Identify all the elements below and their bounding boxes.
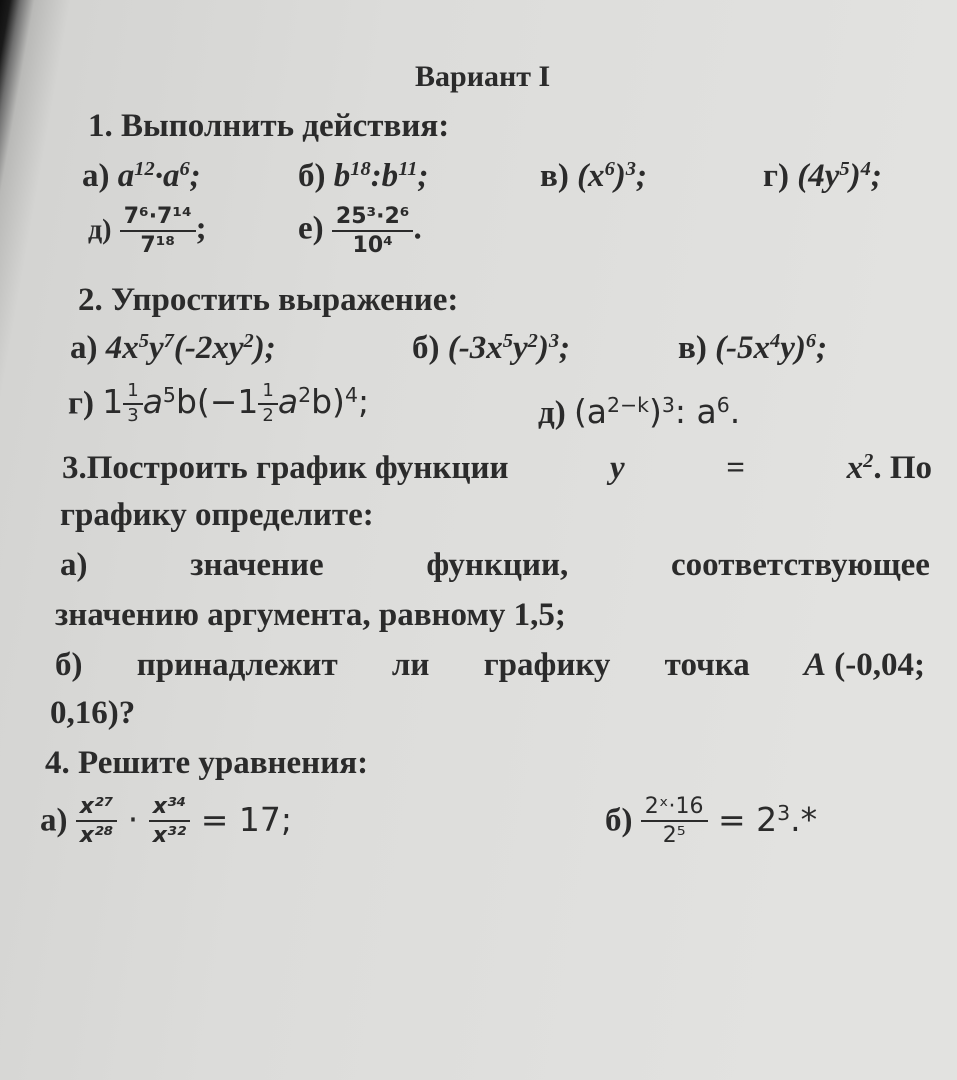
task1-d-fraction: $\frac{\text{7⁶·7¹⁴}}{\text{7¹⁸}}$ <box>120 205 196 257</box>
task4-a: а) $\frac{\text{x²⁷}}{\text{x²⁸}}$ · $\frac{\text{x³⁴}}{\text{x³²}}$ = 17; <box>40 794 292 849</box>
task1-heading: 1. Выполнить действия: <box>88 108 450 144</box>
task1-a: а) $a^{12}\cdot a^6$; <box>82 157 201 194</box>
task2-g-fraction2: $\frac{1}{2}$ <box>258 382 277 426</box>
task3-b-line1: б) принадлежит ли графику точка A (-0,04; <box>55 647 925 683</box>
task4-b: б) $\frac{\text{2ˣ·16}}{\text{2⁵}}$ = $2^3.*$ <box>605 794 818 849</box>
task3-a-line1: а) значение функции, соответствующее <box>60 547 930 583</box>
task4-b-fraction: $\frac{\text{2ˣ·16}}{\text{2⁵}}$ <box>641 795 708 847</box>
task1-d: д) $\frac{\text{7⁶·7¹⁴}}{\text{7¹⁸}}$ ; <box>88 204 207 259</box>
task1-g: г) $(4y^5)^4$; <box>763 157 882 194</box>
task1-row1 <box>82 158 201 195</box>
variant-title: Вариант I <box>415 60 551 93</box>
task1-e: е) $\frac{\text{25³·2⁶}}{\text{10⁴}}$ . <box>298 204 422 259</box>
task3-line1: 3.Построить график функции y = $x^2$. По <box>62 449 932 486</box>
task3-line2: графику определите: <box>60 497 374 533</box>
task2-g-fraction1: $\frac{1}{3}$ <box>123 382 142 426</box>
task3-a-line2: значению аргумента, равному 1,5; <box>55 597 566 633</box>
task2-a: а) $4x^5y^7(-2xy^2)$; <box>70 329 276 366</box>
task1-v: в) $(x^6)^3$; <box>540 157 647 194</box>
task4-heading: 4. Решите уравнения: <box>45 745 369 781</box>
task4-a-fraction2: $\frac{\text{x³⁴}}{\text{x³²}}$ <box>149 795 190 847</box>
task1-b: б) $b^{18}:b^{11}$; <box>298 157 429 194</box>
task1-e-fraction: $\frac{\text{25³·2⁶}}{\text{10⁴}}$ <box>332 205 414 257</box>
task2-b: б) $(-3x^5y^2)^3$; <box>412 329 571 366</box>
task4-a-fraction1: $\frac{\text{x²⁷}}{\text{x²⁸}}$ <box>76 795 117 847</box>
task2-d: д) $(a^{2-k})^3$: $a^6$. <box>538 392 741 431</box>
task2-v: в) $(-5x^4y)^6$; <box>678 329 828 366</box>
task2-heading: 2. Упростить выражение: <box>78 282 459 318</box>
task3-b-line2: 0,16)? <box>50 695 136 731</box>
task2-g: г) 1 $\frac{1}{3}$ $a^5b(-1$ $\frac{1}{2}$ $a^2b)^4$; <box>68 380 370 426</box>
